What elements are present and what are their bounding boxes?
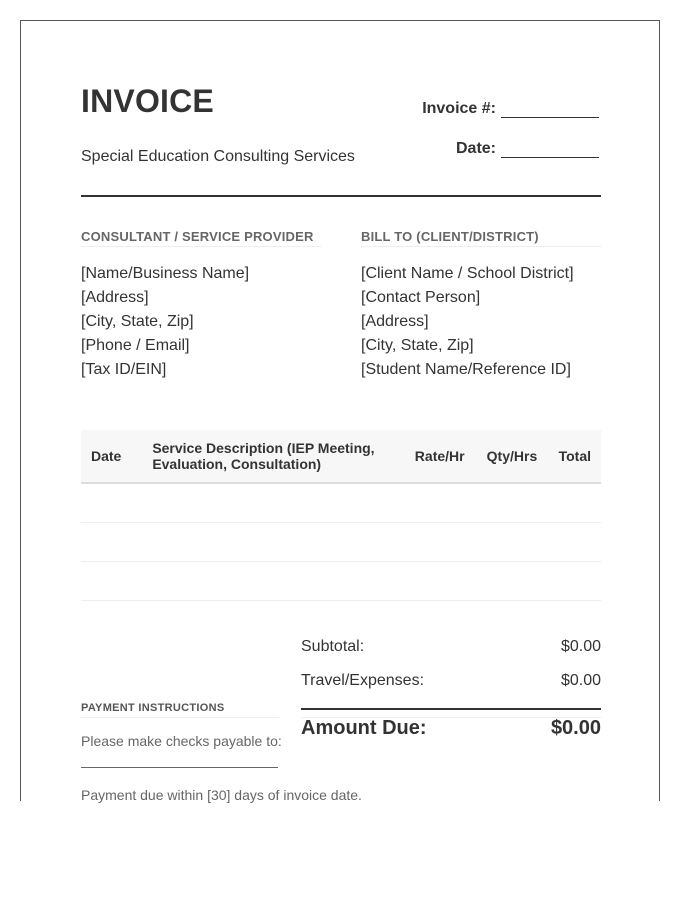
provider-line: [City, State, Zip]	[81, 313, 194, 330]
table-cell[interactable]	[142, 483, 404, 523]
travel-row	[301, 672, 601, 690]
totals-divider	[301, 708, 601, 710]
table-cell[interactable]	[142, 523, 404, 562]
table-cell[interactable]	[549, 562, 601, 601]
amount-due-value: $0.00	[550, 717, 601, 739]
table-row[interactable]	[81, 562, 601, 601]
bill-to-line: [Client Name / School District]	[361, 265, 574, 282]
table-cell[interactable]	[405, 523, 477, 562]
invoice-title: INVOICE	[81, 83, 214, 119]
table-header-row	[81, 430, 601, 483]
invoice-date-field	[456, 140, 599, 158]
provider-address	[81, 262, 249, 382]
services-table	[81, 430, 601, 601]
bill-to-line: [City, State, Zip]	[361, 337, 474, 354]
table-cell[interactable]	[549, 523, 601, 562]
provider-line: [Name/Business Name]	[81, 265, 250, 282]
provider-line: [Address]	[81, 289, 149, 306]
provider-heading: CONSULTANT / SERVICE PROVIDER	[81, 229, 321, 247]
payment-instructions-heading: PAYMENT INSTRUCTIONS	[81, 702, 279, 718]
table-cell[interactable]	[477, 483, 549, 523]
table-cell[interactable]	[405, 483, 477, 523]
bill-to-heading: BILL TO (CLIENT/DISTRICT)	[361, 229, 601, 247]
invoice-number-blank	[501, 103, 599, 118]
table-cell[interactable]	[142, 562, 404, 601]
provider-line: [Phone / Email]	[81, 337, 190, 354]
payment-due-note: Payment due within [30] days of invoice date.	[81, 787, 362, 803]
subtotal-row	[301, 638, 601, 656]
bill-to-line: [Contact Person]	[361, 289, 481, 306]
invoice-page	[20, 20, 660, 801]
table-cell[interactable]	[81, 562, 142, 601]
table-cell[interactable]	[81, 523, 142, 562]
provider-line: [Tax ID/EIN]	[81, 361, 167, 378]
table-row[interactable]	[81, 483, 601, 523]
table-cell[interactable]	[477, 523, 549, 562]
amount-due-row	[301, 717, 601, 740]
header-divider	[81, 195, 601, 197]
table-row[interactable]	[81, 523, 601, 562]
bill-to-address	[361, 262, 574, 382]
table-cell[interactable]	[81, 483, 142, 523]
column-header-qty: Qty/Hrs	[477, 430, 549, 483]
invoice-subtitle: Special Education Consulting Services	[81, 148, 355, 165]
payable-to-text: Please make checks payable to:	[81, 733, 282, 749]
invoice-number-label: Invoice #:	[422, 100, 496, 117]
table-cell[interactable]	[405, 562, 477, 601]
column-header-description: Service Description (IEP Meeting, Evaluation, Consultation)	[142, 430, 404, 483]
amount-due-label: Amount Due:	[301, 717, 427, 739]
column-header-date: Date	[81, 430, 142, 483]
travel-label: Travel/Expenses:	[301, 672, 425, 689]
travel-value: $0.00	[560, 672, 601, 689]
invoice-number-field	[422, 100, 599, 118]
column-header-total: Total	[549, 430, 601, 483]
payable-to-line	[81, 767, 278, 768]
subtotal-label: Subtotal:	[301, 638, 365, 655]
bill-to-line: [Address]	[361, 313, 429, 330]
column-header-rate: Rate/Hr	[405, 430, 477, 483]
subtotal-value: $0.00	[560, 638, 601, 655]
bill-to-line: [Student Name/Reference ID]	[361, 361, 571, 378]
invoice-date-label: Date:	[455, 140, 496, 157]
invoice-date-blank	[501, 143, 599, 158]
table-cell[interactable]	[477, 562, 549, 601]
table-cell[interactable]	[549, 483, 601, 523]
